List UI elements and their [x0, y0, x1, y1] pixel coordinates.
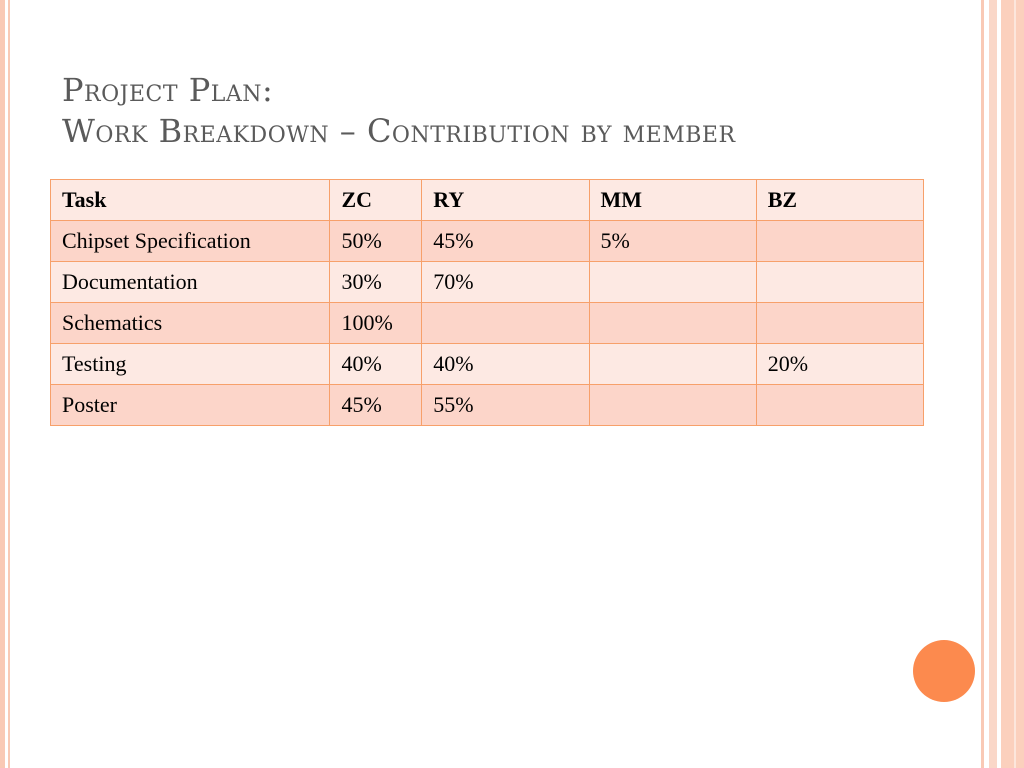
cell-task: Testing	[51, 344, 330, 385]
orange-circle-decoration	[913, 640, 975, 702]
slide-title-line-2: Work Breakdown – Contribution by member	[62, 112, 736, 150]
cell-ry: 55%	[422, 385, 589, 426]
right-border-stripe-2	[989, 0, 997, 768]
table-row	[51, 344, 924, 385]
right-border-stripe-3	[1001, 0, 1024, 768]
cell-zc: 100%	[330, 303, 422, 344]
header-task: Task	[51, 180, 330, 221]
table-row	[51, 385, 924, 426]
table-header-row	[51, 180, 924, 221]
header-ry: RY	[422, 180, 589, 221]
table-row	[51, 303, 924, 344]
cell-task: Poster	[51, 385, 330, 426]
cell-ry: 40%	[422, 344, 589, 385]
contribution-table	[50, 179, 924, 426]
cell-task: Chipset Specification	[51, 221, 330, 262]
cell-mm	[589, 303, 756, 344]
cell-bz	[756, 262, 923, 303]
slide-title	[62, 70, 962, 152]
header-mm: MM	[589, 180, 756, 221]
right-border-stripe-4	[1014, 0, 1016, 768]
cell-mm	[589, 262, 756, 303]
cell-ry: 45%	[422, 221, 589, 262]
cell-ry	[422, 303, 589, 344]
cell-bz	[756, 385, 923, 426]
cell-zc: 50%	[330, 221, 422, 262]
right-border-stripe-1	[981, 0, 984, 768]
cell-bz: 20%	[756, 344, 923, 385]
cell-zc: 30%	[330, 262, 422, 303]
left-border-thin-stripe	[8, 0, 10, 768]
cell-task: Documentation	[51, 262, 330, 303]
header-zc: ZC	[330, 180, 422, 221]
header-bz: BZ	[756, 180, 923, 221]
cell-zc: 40%	[330, 344, 422, 385]
slide-title-line-1: Project Plan:	[62, 71, 274, 109]
table-row	[51, 221, 924, 262]
cell-bz	[756, 221, 923, 262]
cell-mm	[589, 344, 756, 385]
left-border-stripe	[0, 0, 5, 768]
cell-bz	[756, 303, 923, 344]
cell-task: Schematics	[51, 303, 330, 344]
cell-zc: 45%	[330, 385, 422, 426]
cell-mm: 5%	[589, 221, 756, 262]
cell-ry: 70%	[422, 262, 589, 303]
cell-mm	[589, 385, 756, 426]
table-row	[51, 262, 924, 303]
